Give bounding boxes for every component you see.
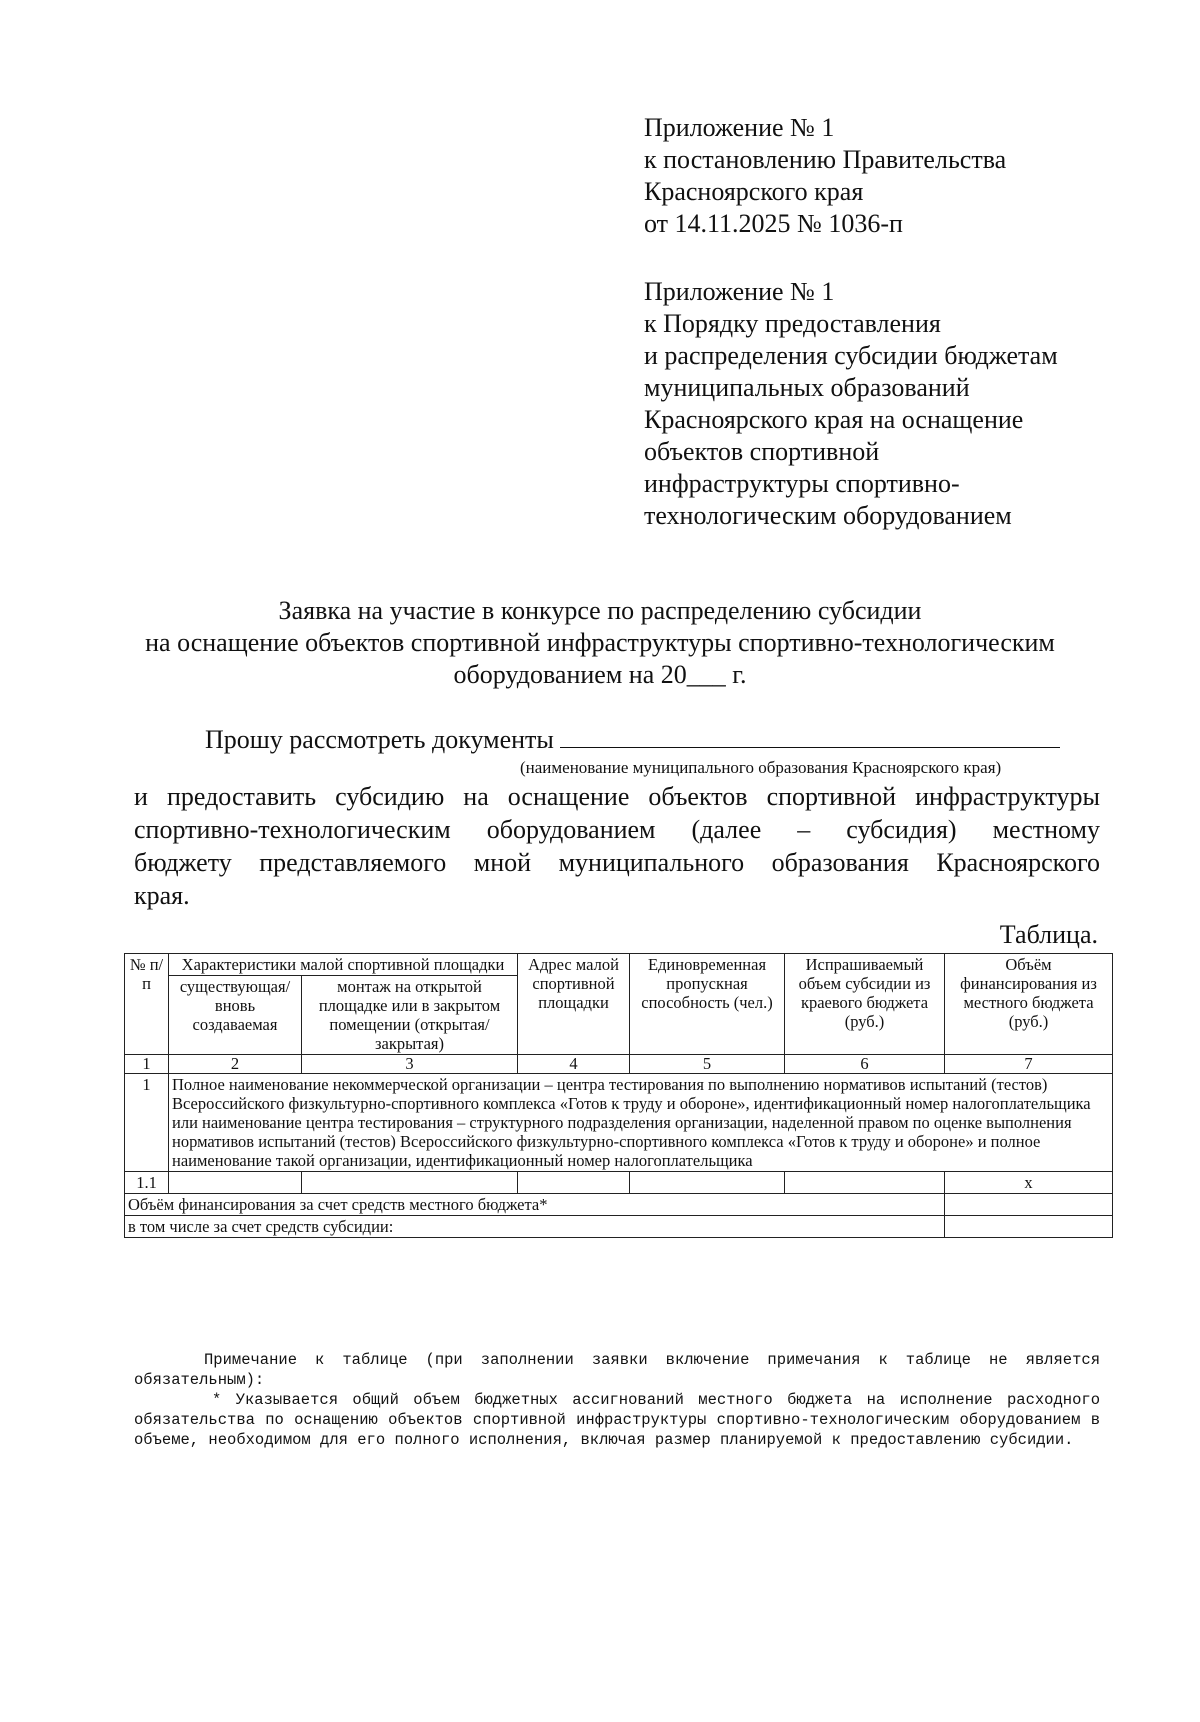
cell-subsidy-share[interactable] <box>945 1216 1113 1238</box>
cell-requested-subsidy[interactable] <box>785 1172 945 1194</box>
column-number: 3 <box>302 1055 518 1074</box>
subsidy-share-label: в том числе за счет средств субсидии: <box>125 1216 945 1238</box>
annex-line: к Порядку предоставления <box>644 309 941 338</box>
application-table <box>124 953 1113 1238</box>
title-line: на оснащение объектов спортивной инфраструктуры спортивно-технологическим <box>145 628 1055 657</box>
cell-mounting[interactable] <box>302 1172 518 1194</box>
document-title <box>100 595 1100 691</box>
row-number: 1 <box>125 1074 169 1172</box>
column-number: 7 <box>945 1055 1113 1074</box>
request-lead-line <box>205 724 1060 756</box>
cell-capacity[interactable] <box>630 1172 785 1194</box>
table-row-site <box>125 1172 1113 1194</box>
organization-description: Полное наименование некоммерческой организации – центра тестирования по выполнению нормативов испытаний (тестов) Всероссийского физкультурно-спортивного комплекса «Готов к труду и обороне», идентификационный номер налогоплательщика или наименование центра тестирования – структурного подразделения организации, наделенной правом по оценке выполнения нормативов испытаний (тестов) Всероссийского физкультурно-спортивного комплекса «Готов к труду и обороне» и полное наименование такой организации, идентификационный номер налогоплательщика <box>169 1074 1113 1172</box>
cell-existing-new[interactable] <box>169 1172 302 1194</box>
request-body-line: бюджету представляемого мной муниципального образования Красноярского <box>134 848 1100 877</box>
column-number: 4 <box>518 1055 630 1074</box>
header-existing-new: существующая/ вновь создаваемая <box>169 976 302 1055</box>
cell-address[interactable] <box>518 1172 630 1194</box>
row-number: 1.1 <box>125 1172 169 1194</box>
table-row-organization <box>125 1074 1113 1172</box>
annex-line: от 14.11.2025 № 1036-п <box>644 209 903 238</box>
title-line: Заявка на участие в конкурсе по распределению субсидии <box>278 596 922 625</box>
cell-local-funding: х <box>945 1172 1113 1194</box>
header-number: № п/п <box>125 954 169 1055</box>
column-number: 1 <box>125 1055 169 1074</box>
column-number: 5 <box>630 1055 785 1074</box>
annex-line: Красноярского края на оснащение <box>644 405 1024 434</box>
request-lead-text: Прошу рассмотреть документы <box>205 725 554 754</box>
note-footnote: * Указывается общий объем бюджетных ассигнований местного бюджета на исполнение расходного обязательства по оснащению объектов спортивной инфраструктуры спортивно-технологическим оборудованием в объеме, необходимом для его полного исполнения, включая размер планируемой к предоставлению субсидии. <box>134 1391 1100 1449</box>
table-caption: Таблица. <box>999 920 1098 949</box>
table-header-row <box>125 954 1113 976</box>
annex-line: технологическим оборудованием <box>644 501 1012 530</box>
header-capacity: Единовременная пропускная способность (чел.) <box>630 954 785 1055</box>
annex-line: Приложение № 1 <box>644 277 835 306</box>
title-line: оборудованием на 20___ г. <box>453 660 747 689</box>
annex-line: объектов спортивной <box>644 437 880 466</box>
annex-header-procedure <box>644 276 1058 532</box>
annex-line: муниципальных образований <box>644 373 970 402</box>
cell-total-funding[interactable] <box>945 1194 1113 1216</box>
column-number: 6 <box>785 1055 945 1074</box>
annex-line: Красноярского края <box>644 177 864 206</box>
annex-header-government <box>644 112 1006 240</box>
column-number-row <box>125 1055 1113 1074</box>
annex-line: и распределения субсидии бюджетам <box>644 341 1058 370</box>
column-number: 2 <box>169 1055 302 1074</box>
request-body-line: края. <box>134 881 190 910</box>
annex-line: инфраструктуры спортивно- <box>644 469 960 498</box>
total-funding-label: Объём финансирования за счет средств местного бюджета* <box>125 1194 945 1216</box>
note-intro: Примечание к таблице (при заполнении заявки включение примечания к таблице не является обязательным): <box>134 1351 1100 1389</box>
table-row-subsidy-share <box>125 1216 1113 1238</box>
municipality-field-caption: (наименование муниципального образования Красноярского края) <box>520 758 1002 777</box>
request-body-line: и предоставить субсидию на оснащение объектов спортивной инфраструктуры <box>134 782 1100 811</box>
table-row-total <box>125 1194 1113 1216</box>
annex-line: к постановлению Правительства <box>644 145 1007 174</box>
municipality-name-field[interactable] <box>560 725 1060 748</box>
request-body <box>134 780 1100 912</box>
table-note <box>134 1350 1100 1450</box>
header-characteristics: Характеристики малой спортивной площадки <box>169 954 518 976</box>
header-address: Адрес малой спортивной площадки <box>518 954 630 1055</box>
header-requested-subsidy: Испрашиваемый объем субсидии из краевого бюджета (руб.) <box>785 954 945 1055</box>
request-body-line: спортивно-технологическим оборудованием (далее – субсидия) местному <box>134 815 1100 844</box>
header-mounting: монтаж на открытой площадке или в закрытом помещении (открытая/закрытая) <box>302 976 518 1055</box>
annex-line: Приложение № 1 <box>644 113 835 142</box>
header-local-funding: Объём финансирования из местного бюджета (руб.) <box>945 954 1113 1055</box>
